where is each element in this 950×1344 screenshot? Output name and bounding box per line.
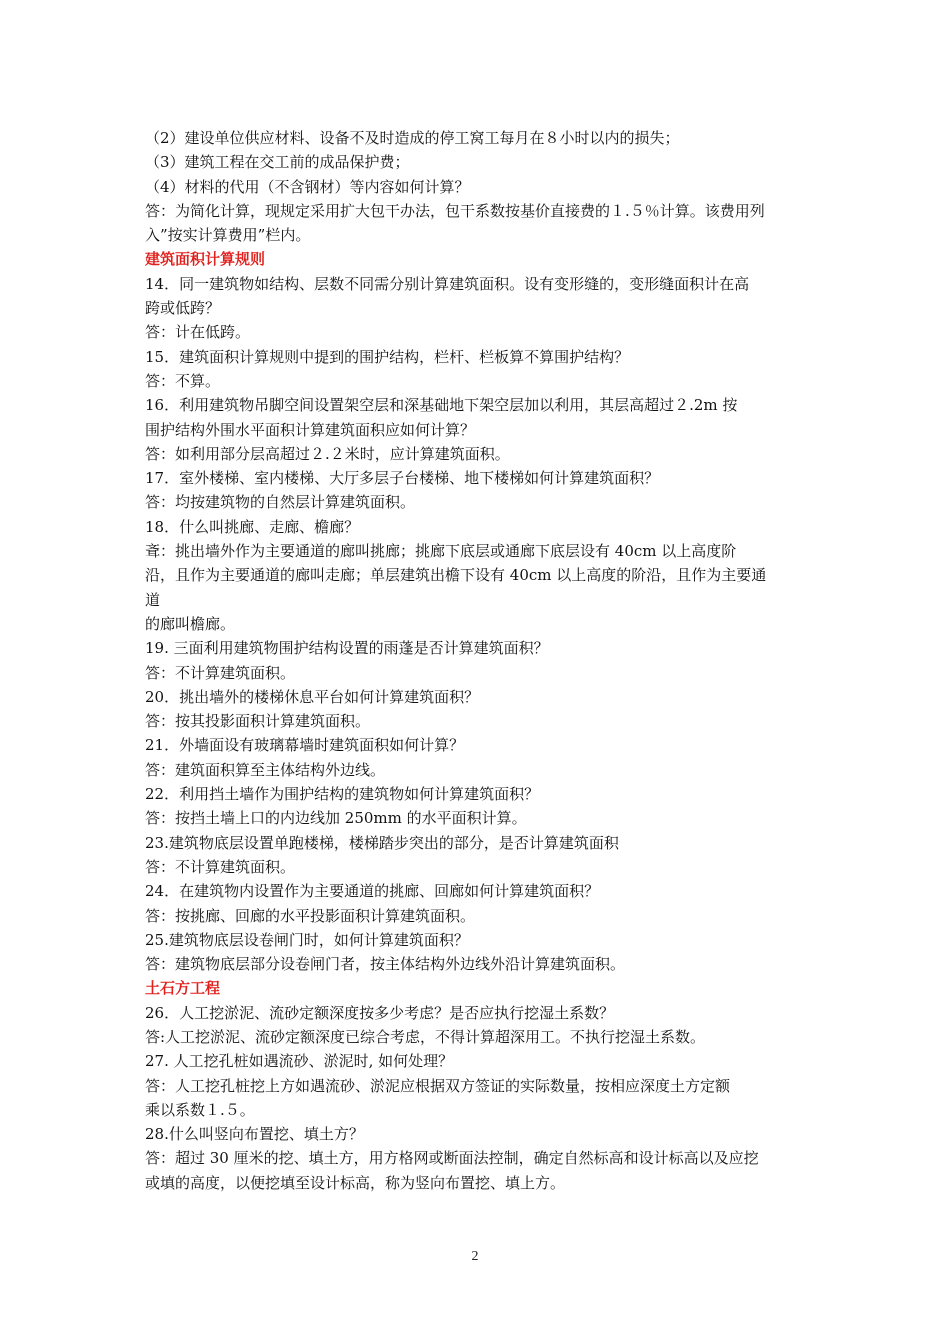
text-line: （2）建设单位供应材料、设备不及时造成的停工窝工每月在８小时以内的损失； [145,129,680,147]
text-line: 答：不计算建筑面积。 [145,663,296,682]
text-line: 答：建筑面积算至主体结构外边线。 [145,760,386,779]
text-line: 答：超过 30 厘米的挖、填土方，用方格网或断面法控制，确定自然标高和设计标高以及应挖 [145,1149,759,1168]
text-line: （4）材料的代用（不含钢材）等内容如何计算？ [145,177,470,196]
text-line: 答：建筑物底层部分设卷闸门者，按主体结构外边线外沿计算建筑面积。 [145,955,626,974]
text-line: 15．建筑面积计算规则中提到的围护结构，栏杆、栏板算不算围护结构？ [145,347,630,366]
text-line: 答：按挡土墙上口的内边线加 250mm 的水平面积计算。 [145,809,527,828]
text-line: 22．利用挡土墙作为围护结构的建筑物如何计算建筑面积？ [145,785,540,804]
text-line: 答：按挑廊、回廊的水平投影面积计算建筑面积。 [145,906,476,925]
text-line: 23.建筑物底层设置单跑楼梯，楼梯踏步突出的部分，是否计算建筑面积 [145,833,619,852]
text-line: 答：计在低跨。 [145,323,251,342]
text-line: 的廊叫檐廊。 [145,614,236,633]
text-line: 答：按其投影面积计算建筑面积。 [145,712,371,731]
text-line: 答：如利用部分层高超过２.２米时，应计算建筑面积。 [145,444,510,463]
page-number: 2 [471,1249,479,1264]
text-line: （3）建筑工程在交工前的成品保护费； [145,153,410,172]
text-line: 答：不计算建筑面积。 [145,857,296,876]
text-line: 答：不算。 [145,371,221,390]
text-line: 答：均按建筑物的自然层计算建筑面积。 [145,493,416,512]
text-line: 乘以系数１.５。 [145,1100,255,1119]
text-line: 或填的高度，以便挖填至设计标高，称为竖向布置挖、填上方。 [145,1173,566,1192]
document-body [145,126,815,1195]
text-line: 答:人工挖淤泥、流砂定额深度已综合考虑，不得计算超深用工。不执行挖湿土系数。 [145,1027,706,1046]
text-line: 跨或低跨？ [145,299,221,318]
text-line: 27. 人工挖孔桩如遇流砂、淤泥时, 如何处理？ [145,1052,454,1071]
text-line: 道 [145,590,161,609]
text-line: 入”按实计算费用”栏内。 [145,226,311,245]
text-line: 18．什么叫挑廊、走廊、檐廊？ [145,517,360,536]
text-line: 19. 三面利用建筑物围护结构设置的雨蓬是否计算建筑面积？ [145,639,549,658]
text-line: 围护结构外围水平面积计算建筑面积应如何计算？ [145,420,476,439]
text-line: 16．利用建筑物吊脚空间设置架空层和深基础地下架空层加以利用，其层高超过２.2m 按 [145,396,738,415]
text-line: 答：人工挖孔桩挖上方如遇流砂、淤泥应根据双方签证的实际数量，按相应深度土方定额 [145,1076,731,1095]
text-line: 28.什么叫竖向布置挖、填土方？ [145,1125,364,1144]
text-line: 26．人工挖淤泥、流砂定额深度按多少考虑？是否应执行挖湿土系数？ [145,1003,615,1022]
text-line: 答：为简化计算，现规定采用扩大包干办法，包干系数按基价直接费的１.５％计算。该费用列 [145,201,765,220]
section-heading: 建筑面积计算规则 [145,250,266,269]
text-line: 沿，且作为主要通道的廊叫走廊；单层建筑出檐下设有 40cm 以上高度的阶沿，且作为主要通 [145,566,767,585]
text-line: 17．室外楼梯、室内楼梯、大厅多层子台楼梯、地下楼梯如何计算建筑面积？ [145,469,660,488]
text-line: 斊：挑出墙外作为主要通道的廊叫挑廊；挑廊下底层或通廊下底层设有 40cm 以上高度阶 [145,542,737,561]
text-line: 14．同一建筑物如结构、层数不同需分别计算建筑面积。设有变形缝的，变形缝面积计在高 [145,274,750,293]
text-line: 21．外墙面设有玻璃幕墙时建筑面积如何计算？ [145,736,465,755]
section-heading: 土石方工程 [145,979,221,998]
text-line: 24．在建筑物内设置作为主要通道的挑廊、回廊如何计算建筑面积？ [145,882,600,901]
text-line: 20．挑出墙外的楼梯休息平台如何计算建筑面积？ [145,687,480,706]
text-line: 25.建筑物底层设卷闸门时，如何计算建筑面积？ [145,930,469,949]
